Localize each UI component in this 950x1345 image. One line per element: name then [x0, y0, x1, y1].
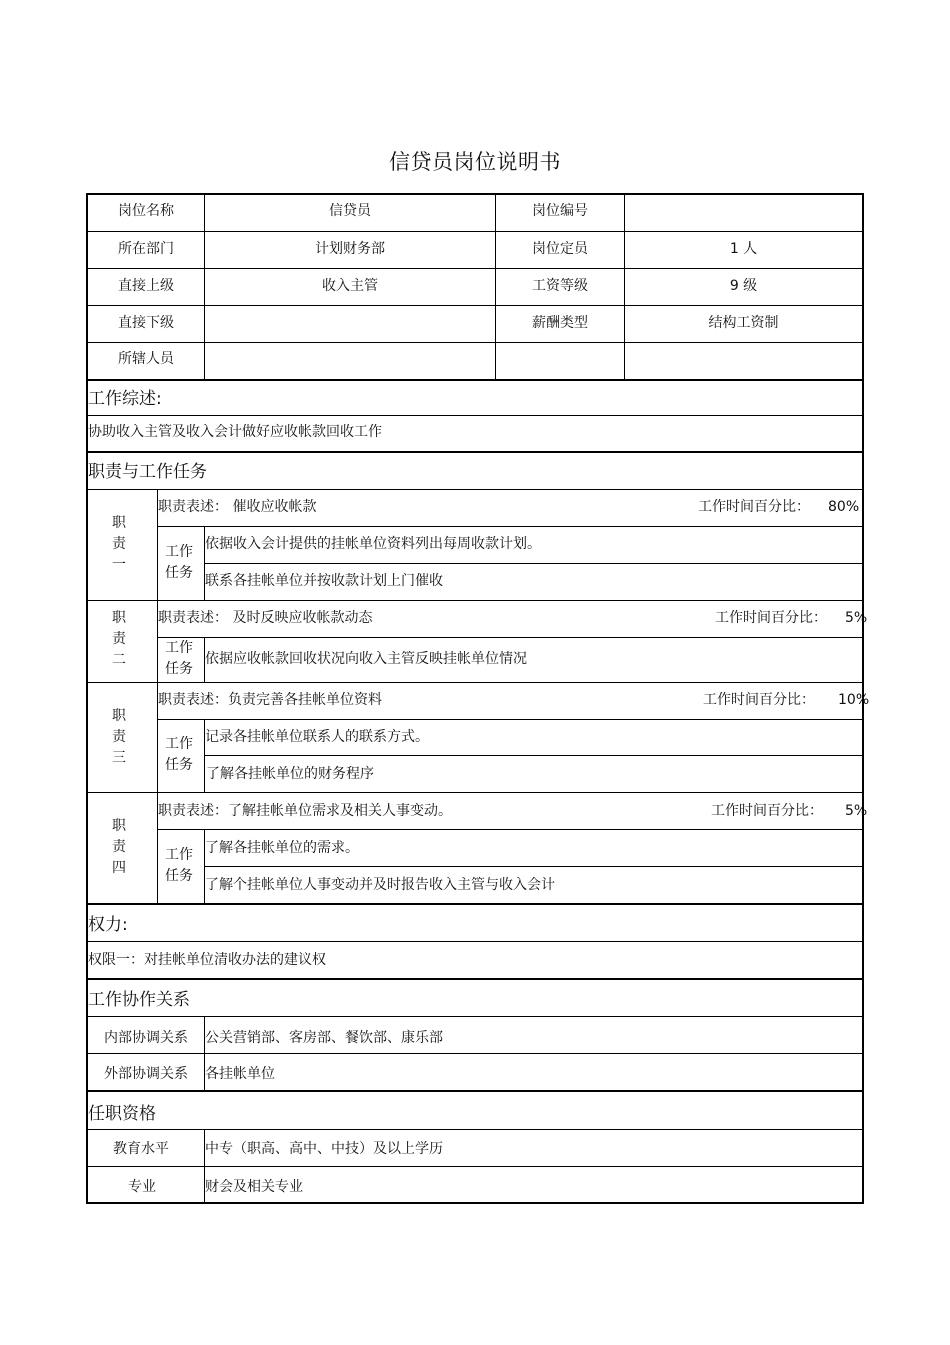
duty-4-description: 职责表述：了解挂帐单位需求及相关人事变动。: [158, 803, 452, 819]
pay-type-value: 结构工资制: [708, 315, 779, 331]
external-relations-value: 各挂帐单位: [205, 1066, 275, 1082]
duty-1-task-label: 工作 任务: [165, 544, 193, 581]
internal-relations-label: 内部协调关系: [104, 1030, 188, 1046]
salary-grade-label: 工资等级: [532, 278, 588, 294]
superior-label: 直接上级: [118, 278, 174, 294]
pay-type-label: 薪酬类型: [532, 315, 588, 331]
duty-3-description: 职责表述：负责完善各挂帐单位资料: [158, 692, 382, 708]
qualifications-heading: 任职资格: [88, 1104, 156, 1124]
page-title: 信贷员岗位说明书: [389, 150, 561, 174]
duty-1-task-1: 依据收入会计提供的挂帐单位资料列出每周收款计划。: [205, 536, 541, 552]
internal-relations-value: 公关营销部、客房部、餐饮部、康乐部: [205, 1030, 443, 1046]
relations-heading: 工作协作关系: [88, 990, 190, 1010]
work-summary-text: 协助收入主管及收入会计做好应收帐款回收工作: [88, 424, 382, 440]
work-summary-heading: 工作综述:: [88, 389, 162, 409]
duty-2-task-1: 依据应收帐款回收状况向收入主管反映挂帐单位情况: [205, 651, 527, 667]
department-label: 所在部门: [118, 241, 174, 257]
duty-4-task-2: 了解个挂帐单位人事变动并及时报告收入主管与收入会计: [205, 877, 555, 893]
duty-4-time-value: 5%: [845, 803, 868, 819]
duty-1-description: 职责表述： 催收应收帐款: [158, 499, 317, 515]
duty-4-time-label: 工作时间百分比：: [711, 803, 823, 819]
position-code-label: 岗位编号: [532, 203, 588, 219]
duty-1-time-value: 80%: [828, 499, 860, 515]
duty-3-label: 职 责 三: [112, 708, 126, 766]
position-name-label: 岗位名称: [118, 203, 174, 219]
duty-4-task-1: 了解各挂帐单位的需求。: [205, 840, 359, 856]
duty-2-time-value: 5%: [845, 610, 868, 626]
duty-2-label: 职 责 二: [112, 610, 126, 668]
education-label: 教育水平: [113, 1141, 169, 1157]
position-name-value: 信贷员: [329, 203, 371, 219]
duty-4-label: 职 责 四: [112, 818, 126, 876]
duty-3-task-2: 了解各挂帐单位的财务程序: [206, 766, 374, 782]
headcount-label: 岗位定员: [532, 241, 588, 257]
duty-3-task-1: 记录各挂帐单位联系人的联系方式。: [205, 729, 429, 745]
authority-text: 权限一：对挂帐单位清收办法的建议权: [88, 952, 326, 968]
department-value: 计划财务部: [315, 241, 385, 257]
major-value: 财会及相关专业: [205, 1179, 303, 1195]
duty-1-label: 职 责 一: [112, 515, 126, 573]
headcount-value: 1 人: [729, 241, 758, 257]
staff-label: 所辖人员: [118, 351, 174, 367]
external-relations-label: 外部协调关系: [104, 1066, 188, 1082]
duty-2-description: 职责表述： 及时反映应收帐款动态: [158, 610, 373, 626]
subordinate-label: 直接下级: [118, 315, 174, 331]
duty-1-task-2: 联系各挂帐单位并按收款计划上门催收: [205, 573, 443, 589]
authority-heading: 权力:: [88, 915, 128, 935]
duty-2-time-label: 工作时间百分比：: [715, 610, 827, 626]
duty-3-time-label: 工作时间百分比：: [703, 692, 815, 708]
duty-3-time-value: 10%: [838, 692, 870, 708]
duty-1-time-label: 工作时间百分比：: [698, 499, 810, 515]
salary-grade-value: 9 级: [729, 278, 758, 294]
education-value: 中专（职高、高中、中技）及以上学历: [205, 1141, 443, 1157]
major-label: 专业: [128, 1179, 156, 1195]
duty-4-task-label: 工作 任务: [165, 847, 193, 884]
duty-3-task-label: 工作 任务: [165, 736, 193, 773]
duty-2-task-label: 工作 任务: [165, 640, 193, 677]
duties-heading: 职责与工作任务: [88, 462, 207, 482]
superior-value: 收入主管: [322, 278, 378, 294]
